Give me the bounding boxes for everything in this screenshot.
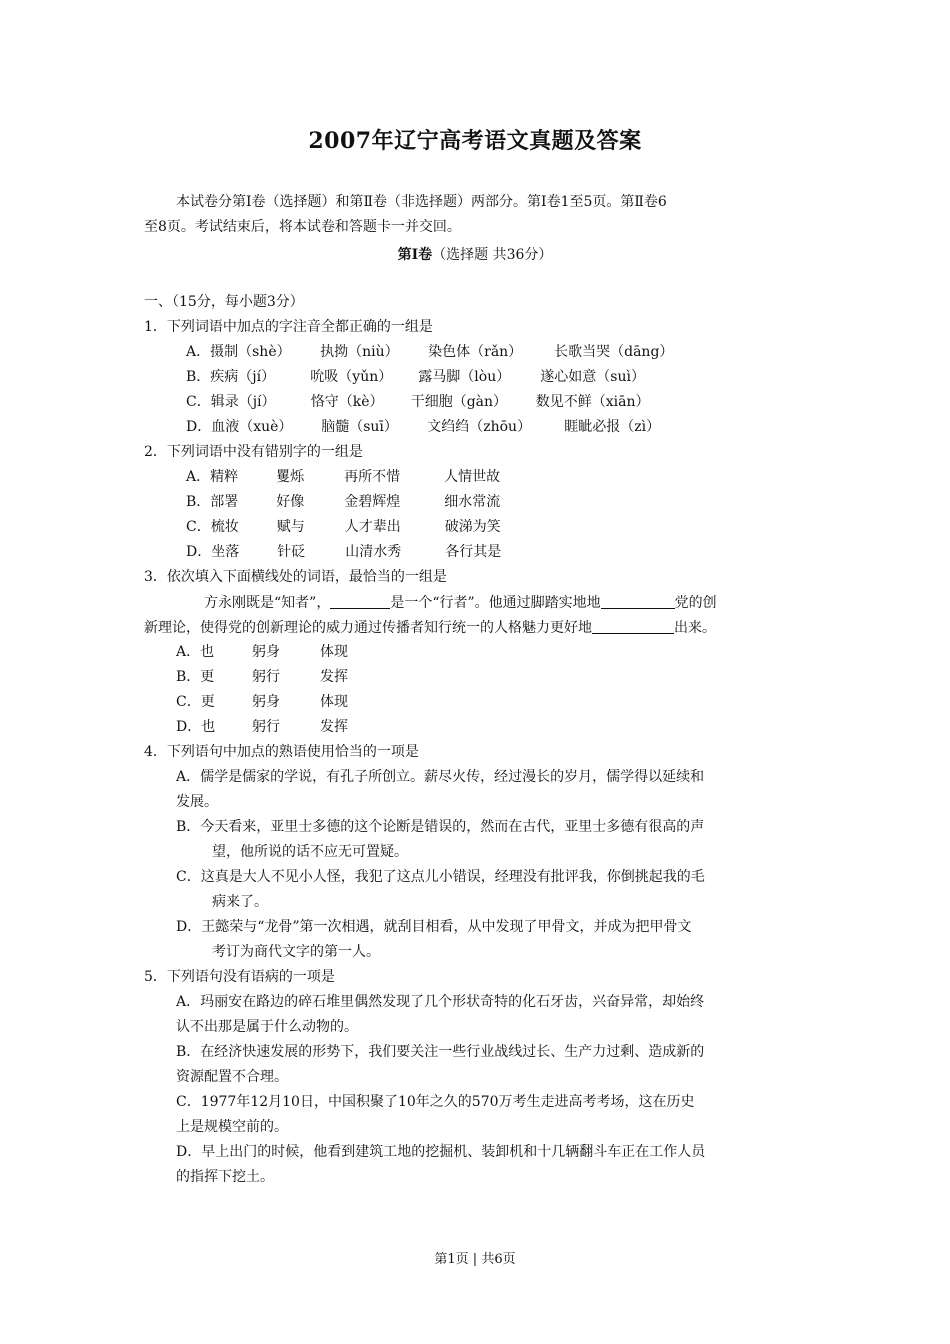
option-item: 摄制（shè） bbox=[210, 344, 291, 360]
option-label: D．也 bbox=[176, 719, 216, 735]
intro-line-1: 本试卷分第Ⅰ卷（选择题）和第Ⅱ卷（非选择题）两部分。第Ⅰ卷1至5页。第Ⅱ卷6 bbox=[176, 194, 667, 210]
option-item: 数见不鲜（xiān） bbox=[535, 394, 650, 410]
option-label: A．也 bbox=[176, 644, 215, 660]
option-item: 赋与 bbox=[276, 519, 305, 535]
question-4-option-d-cont: 考订为商代文字的第一人。 bbox=[212, 944, 380, 960]
option-label: A． bbox=[186, 469, 211, 485]
question-2-option-a bbox=[186, 469, 500, 486]
option-item: 躬行 bbox=[252, 719, 280, 735]
passage-text: 党的创 bbox=[674, 595, 717, 611]
question-2-option-d bbox=[186, 544, 501, 561]
question-1-option-a bbox=[186, 344, 673, 361]
question-3-option-c bbox=[176, 694, 348, 711]
option-item: 执拗（niù） bbox=[320, 344, 399, 360]
question-3-option-a bbox=[176, 644, 348, 661]
option-label: C． bbox=[186, 519, 211, 535]
option-label: D． bbox=[186, 544, 212, 560]
option-item: 遂心如意（suì） bbox=[540, 369, 645, 385]
question-3-passage-line-2 bbox=[144, 619, 716, 637]
option-item: 再所不惜 bbox=[344, 469, 401, 485]
option-label: B． bbox=[186, 369, 211, 385]
fill-blank-2 bbox=[601, 594, 675, 609]
section-heading bbox=[0, 244, 950, 264]
question-5-stem: 5．下列语句没有语病的一项是 bbox=[144, 969, 335, 985]
question-3-option-d bbox=[176, 719, 348, 736]
question-3-passage-line-1 bbox=[204, 594, 717, 612]
option-item: 细水常流 bbox=[444, 494, 501, 510]
question-4-stem: 4．下列语句中加点的熟语使用恰当的一项是 bbox=[144, 744, 419, 760]
option-item: 睚眦必报（zì） bbox=[564, 419, 661, 435]
option-item: 人情世故 bbox=[444, 469, 501, 485]
option-label: D． bbox=[186, 419, 212, 435]
passage-text: 是一个“行者”。他通过脚踏实地地 bbox=[390, 595, 601, 611]
option-label: A． bbox=[186, 344, 211, 360]
option-label: C． bbox=[186, 394, 211, 410]
option-item: 吮吸（yǔn） bbox=[310, 369, 393, 385]
option-item: 精粹 bbox=[210, 469, 239, 485]
question-1-option-b bbox=[186, 369, 645, 386]
option-item: 体现 bbox=[320, 694, 348, 710]
intro-line-2: 至8页。考试结束后，将本试卷和答题卡一并交回。 bbox=[144, 219, 461, 235]
option-item: 躬行 bbox=[252, 669, 280, 685]
question-2-stem: 2．下列词语中没有错别字的一组是 bbox=[144, 444, 363, 460]
question-5-option-d: D．早上出门的时候，他看到建筑工地的挖掘机、装卸机和十几辆翻斗车正在工作人员 bbox=[176, 1144, 706, 1160]
question-3-stem: 3．依次填入下面横线处的词语，最恰当的一组是 bbox=[144, 569, 447, 585]
question-5-option-c-cont: 上是规模空前的。 bbox=[176, 1119, 288, 1135]
option-item: 血液（xuè） bbox=[211, 419, 293, 435]
section-heading-rest: （选择题 共36分） bbox=[432, 247, 553, 263]
option-item: 体现 bbox=[320, 644, 348, 660]
question-5-option-a: A．玛丽安在路边的碎石堆里偶然发现了几个形状奇特的化石牙齿，兴奋异常，却始终 bbox=[176, 994, 705, 1010]
option-item: 坐落 bbox=[211, 544, 240, 560]
option-item: 山清水秀 bbox=[345, 544, 402, 560]
question-5-option-c: C．1977年12月10日，中国积聚了10年之久的570万考生走进高考考场，这在历史 bbox=[176, 1094, 695, 1110]
section-heading-bold: 第Ⅰ卷 bbox=[397, 247, 433, 263]
option-item: 金碧辉煌 bbox=[344, 494, 401, 510]
question-5-option-b-cont: 资源配置不合理。 bbox=[176, 1069, 288, 1085]
fill-blank-1 bbox=[330, 594, 390, 609]
option-item: 躬身 bbox=[252, 694, 280, 710]
part-heading: 一、（15分，每小题3分） bbox=[144, 294, 304, 310]
question-4-option-d: D．王懿荣与“龙骨”第一次相遇，就刮目相看，从中发现了甲骨文，并成为把甲骨文 bbox=[176, 919, 692, 935]
page-title: 2007年辽宁高考语文真题及答案 bbox=[308, 128, 642, 154]
question-4-option-a-cont: 发展。 bbox=[176, 794, 218, 810]
option-item: 各行其是 bbox=[445, 544, 502, 560]
option-item: 辑录（jí） bbox=[210, 394, 276, 410]
question-4-option-c-cont: 病来了。 bbox=[212, 894, 268, 910]
passage-text: 方永刚既是“知者”， bbox=[204, 595, 331, 611]
option-item: 发挥 bbox=[320, 719, 348, 735]
option-item: 发挥 bbox=[320, 669, 348, 685]
option-item: 躬身 bbox=[252, 644, 280, 660]
question-4-option-b: B．今天看来，亚里士多德的这个论断是错误的，然而在古代，亚里士多德有很高的声 bbox=[176, 819, 705, 835]
question-3-option-b bbox=[176, 669, 348, 686]
question-1-stem: 1．下列词语中加点的字注音全都正确的一组是 bbox=[144, 319, 433, 335]
option-item: 疾病（jí） bbox=[210, 369, 276, 385]
option-item: 露马脚（lòu） bbox=[418, 369, 511, 385]
option-item: 部署 bbox=[210, 494, 239, 510]
question-4-option-b-cont: 望，他所说的话不应无可置疑。 bbox=[212, 844, 408, 860]
option-item: 染色体（rǎn） bbox=[428, 344, 523, 360]
question-2-option-c bbox=[186, 519, 501, 536]
fill-blank-3 bbox=[592, 619, 674, 634]
option-item: 破涕为笑 bbox=[444, 519, 501, 535]
option-label: B． bbox=[186, 494, 211, 510]
option-item: 长歌当哭（dāng） bbox=[554, 344, 674, 360]
option-label: B．更 bbox=[176, 669, 215, 685]
question-2-option-b bbox=[186, 494, 500, 511]
passage-text: 出来。 bbox=[674, 620, 716, 636]
option-item: 脑髓（suī） bbox=[321, 419, 398, 435]
option-item: 好像 bbox=[276, 494, 305, 510]
question-1-option-d bbox=[186, 419, 660, 436]
option-item: 文绉绉（zhōu） bbox=[427, 419, 532, 435]
option-label: C．更 bbox=[176, 694, 215, 710]
question-4-option-c: C．这真是大人不见小人怪，我犯了这点儿小错误，经理没有批评我，你倒挑起我的毛 bbox=[176, 869, 705, 885]
option-item: 干细胞（gàn） bbox=[410, 394, 508, 410]
question-1-option-c bbox=[186, 394, 649, 411]
question-4-option-a: A．儒学是儒家的学说，有孔子所创立。薪尽火传，经过漫长的岁月，儒学得以延续和 bbox=[176, 769, 705, 785]
option-item: 梳妆 bbox=[210, 519, 239, 535]
option-item: 恪守（kè） bbox=[310, 394, 384, 410]
page-footer: 第1页 | 共6页 bbox=[434, 1252, 516, 1267]
option-item: 针砭 bbox=[277, 544, 306, 560]
passage-text: 新理论，使得党的创新理论的威力通过传播者知行统一的人格魅力更好地 bbox=[144, 620, 592, 636]
question-5-option-d-cont: 的指挥下挖土。 bbox=[176, 1169, 274, 1185]
question-5-option-b: B．在经济快速发展的形势下，我们要关注一些行业战线过长、生产力过剩、造成新的 bbox=[176, 1044, 705, 1060]
option-item: 人才辈出 bbox=[344, 519, 401, 535]
option-item: 矍烁 bbox=[276, 469, 305, 485]
question-5-option-a-cont: 认不出那是属于什么动物的。 bbox=[176, 1019, 358, 1035]
